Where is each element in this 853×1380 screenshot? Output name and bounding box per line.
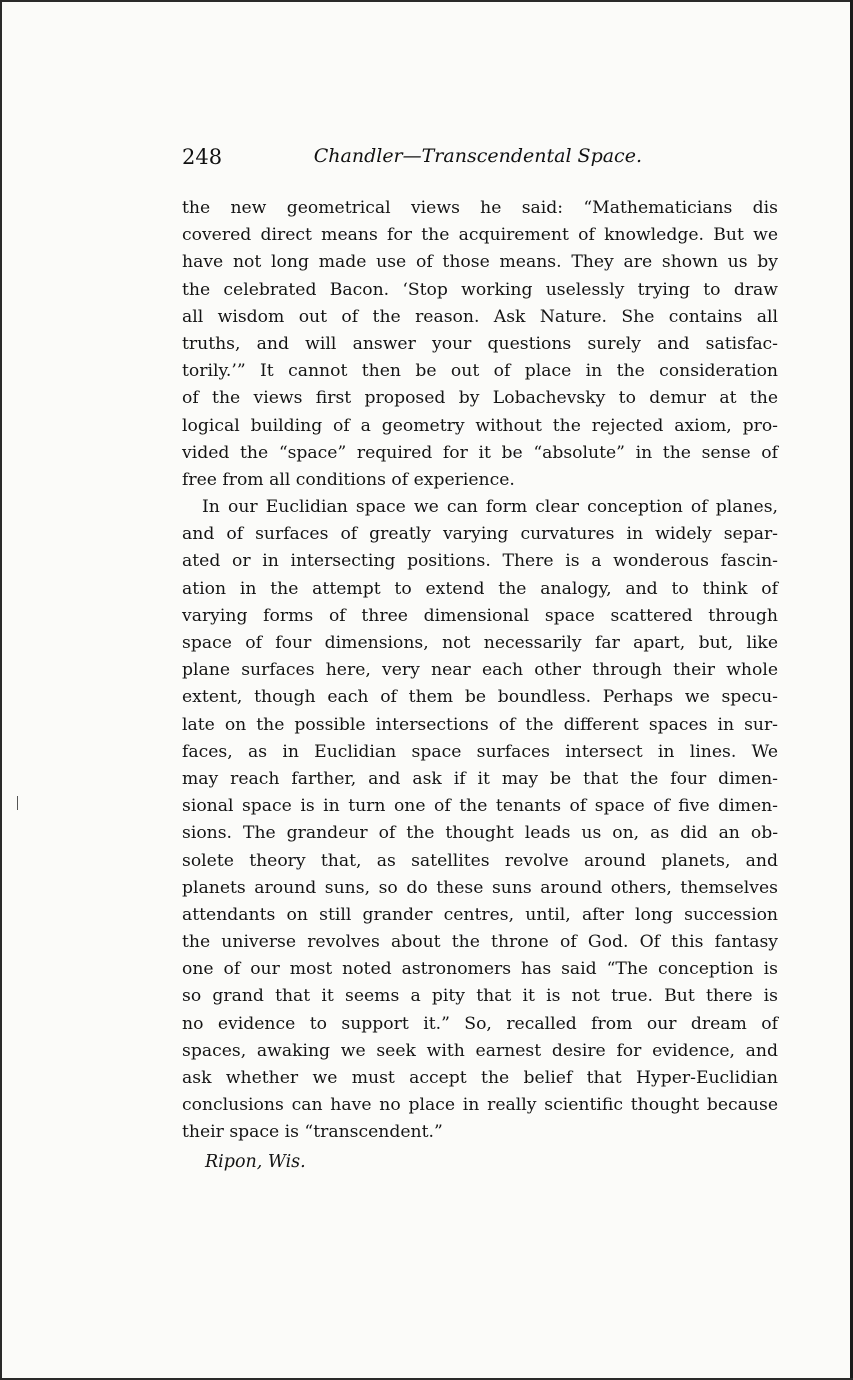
- text-line: attendants on still grander centres, until, after long succession: [182, 904, 778, 925]
- running-head: [182, 143, 642, 175]
- scan-border-left: [0, 0, 2, 1380]
- text-line: ated or in intersecting positions. There is a wonderous fascin-: [182, 551, 778, 572]
- text-line: have not long made use of those means. They are shown us by: [182, 252, 778, 273]
- text-line: faces, as in Euclidian space surfaces intersect in lines. We: [182, 741, 778, 762]
- text-line: vided the “space” required for it be “absolute” in the sense of: [182, 442, 778, 463]
- paragraph-2: [182, 494, 778, 1147]
- text-line: no evidence to support it.” So, recalled from our dream of: [182, 1013, 778, 1034]
- text-line: solete theory that, as satellites revolve around planets, and: [182, 850, 778, 871]
- text-line: covered direct means for the acquirement of knowledge. But we: [182, 225, 778, 246]
- text-line: logical building of a geometry without the rejected axiom, pro-: [182, 415, 778, 436]
- text-line: the celebrated Bacon. ‘Stop working uselessly trying to draw: [182, 279, 778, 300]
- text-line: late on the possible intersections of the different spaces in sur-: [182, 714, 778, 735]
- text-line: spaces, awaking we seek with earnest desire for evidence, and: [182, 1040, 778, 1061]
- text-line: space of four dimensions, not necessarily far apart, but, like: [182, 633, 778, 653]
- text-line: the new geometrical views he said: “Mathematicians dis: [182, 198, 778, 218]
- text-line: torily.’” It cannot then be out of place in the consideration: [182, 361, 778, 382]
- text-line: plane surfaces here, very near each other through their whole: [182, 660, 778, 681]
- text-line: their space is “transcendent.”: [182, 1122, 443, 1143]
- text-line: In our Euclidian space we can form clear conception of planes,: [202, 497, 778, 518]
- text-line: ation in the attempt to extend the analogy, and to think of: [182, 578, 778, 599]
- text-line: of the views first proposed by Lobachevsky to demur at the: [182, 388, 778, 409]
- text-line: all wisdom out of the reason. Ask Nature. She contains all: [182, 306, 778, 327]
- margin-mark: [17, 796, 18, 810]
- text-line: one of our most noted astronomers has said “The conception is: [182, 959, 778, 980]
- paragraph-1: [182, 195, 778, 494]
- text-line: conclusions can have no place in really scientific thought because: [182, 1095, 778, 1116]
- body-text: [182, 195, 778, 1147]
- text-line: extent, though each of them be boundless. Perhaps we specu-: [182, 687, 778, 708]
- text-line: sional space is in turn one of the tenants of space of five dimen-: [182, 796, 778, 817]
- text-line: ask whether we must accept the belief that Hyper-Euclidian: [182, 1068, 778, 1088]
- signoff-location: Ripon, Wis.: [205, 1152, 306, 1172]
- text-line: planets around suns, so do these suns around others, themselves: [182, 877, 778, 898]
- text-line: varying forms of three dimensional space scattered through: [182, 605, 778, 626]
- text-line: and of surfaces of greatly varying curvatures in widely separ-: [182, 524, 778, 545]
- scan-border-top: [0, 0, 853, 2]
- text-line: the universe revolves about the throne of God. Of this fantasy: [182, 932, 778, 953]
- text-line: truths, and will answer your questions surely and satisfac-: [182, 333, 778, 354]
- text-line: free from all conditions of experience.: [182, 469, 515, 490]
- running-title: Chandler—Transcendental Space.: [313, 145, 642, 167]
- page-number: 248: [182, 145, 223, 169]
- text-line: may reach farther, and ask if it may be that the four dimen-: [182, 768, 778, 789]
- text-line: sions. The grandeur of the thought leads us on, as did an ob-: [182, 823, 778, 844]
- text-line: so grand that it seems a pity that it is not true. But there is: [182, 986, 778, 1007]
